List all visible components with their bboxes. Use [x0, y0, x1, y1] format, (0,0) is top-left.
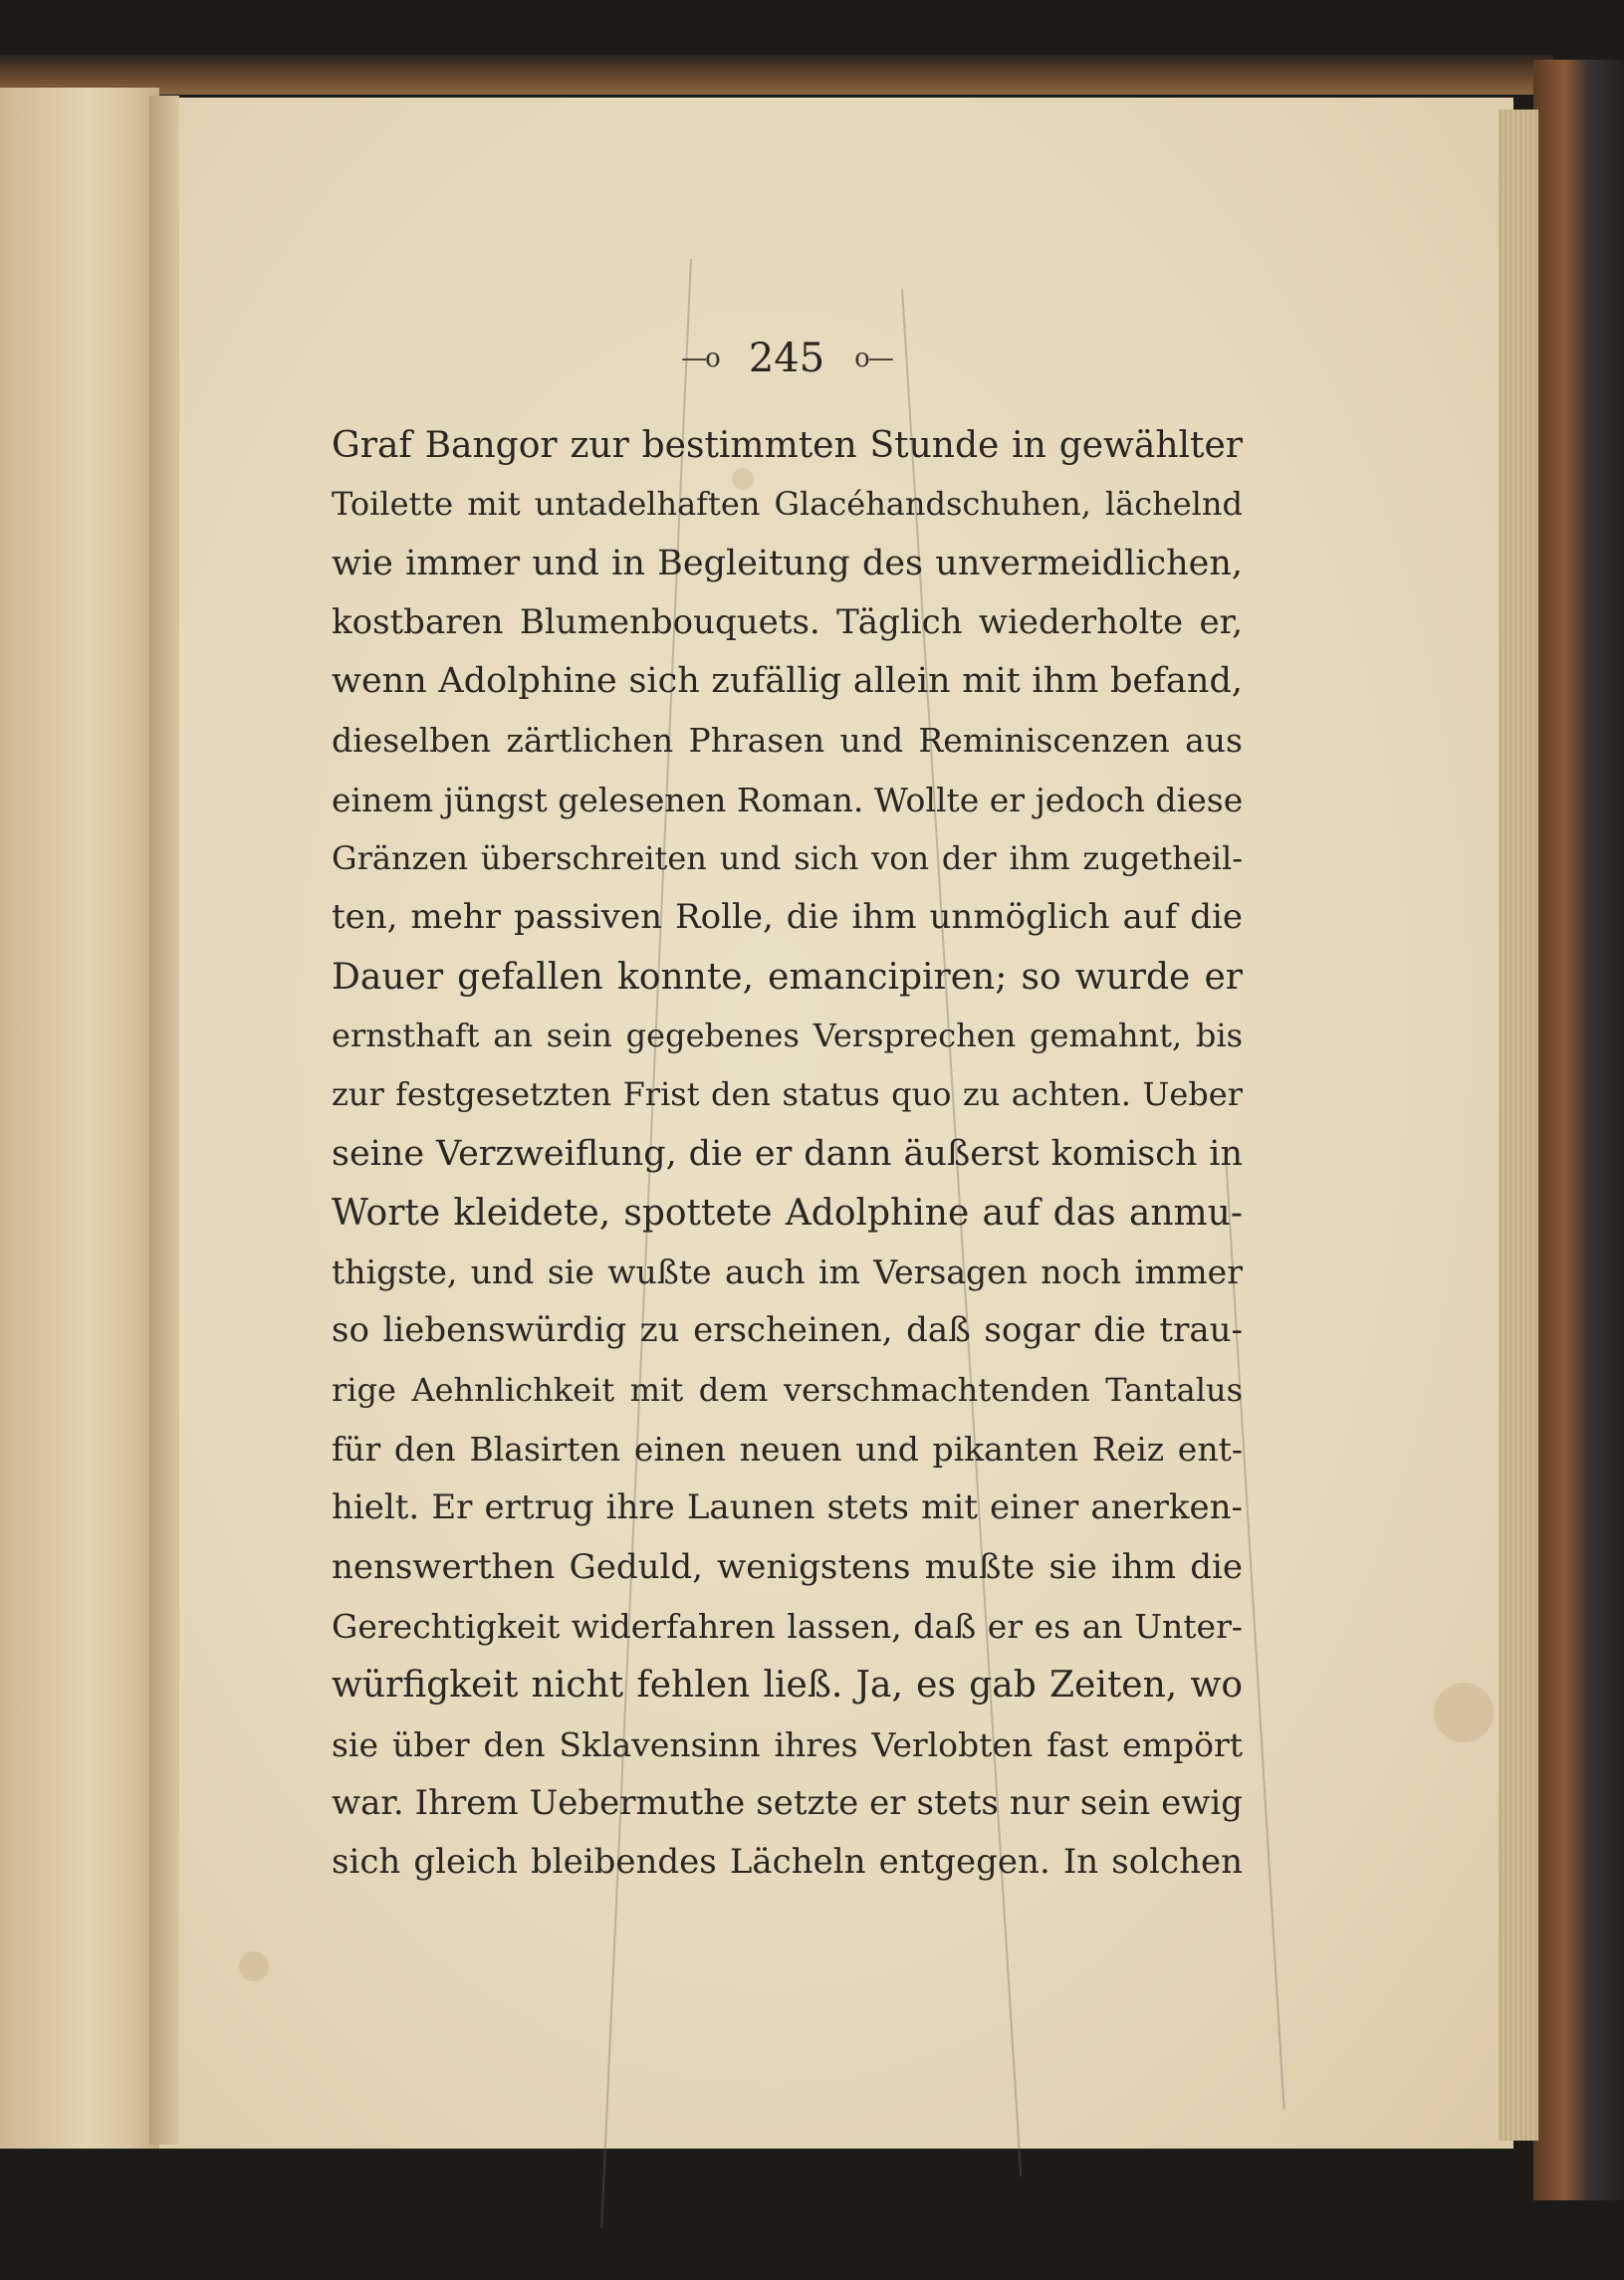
text-line: Gränzen überschreiten und sich von der ihm zugetheil-: [332, 839, 1243, 878]
left-page: [0, 88, 159, 2149]
book-cover-right: [1533, 60, 1624, 2200]
text-line: war. Ihrem Uebermuthe setzte er stets nur sein ewig: [332, 1782, 1243, 1823]
text-line: hielt. Er ertrug ihre Launen stets mit einer anerken-: [332, 1487, 1243, 1528]
text-line: würfigkeit nicht fehlen ließ. Ja, es gab Zeiten, wo: [332, 1665, 1243, 1707]
ornament-right-icon: o—: [854, 343, 892, 373]
text-line: so liebenswürdig zu erscheinen, daß sogar die trau-: [332, 1310, 1243, 1351]
foxing-stain: [239, 1951, 269, 1981]
text-line: für den Blasirten einen neuen und pikanten Reiz ent-: [332, 1430, 1243, 1470]
text-line: ernsthaft an sein gegebenes Versprechen gemahnt, bis: [332, 1016, 1243, 1054]
text-line: dieselben zärtlichen Phrasen und Reminiscenzen aus: [332, 721, 1243, 761]
text-line: ten, mehr passiven Rolle, die ihm unmöglich auf die: [332, 897, 1243, 938]
text-line: wie immer und in Begleitung des unvermeidlichen,: [332, 543, 1243, 583]
page-header: [637, 329, 936, 388]
text-line: Worte kleidete, spottete Adolphine auf das anmu-: [332, 1192, 1243, 1234]
text-line: kostbaren Blumenbouquets. Täglich wiederholte er,: [332, 601, 1243, 642]
book-gutter: [149, 96, 179, 2145]
text-line: rige Aehnlichkeit mit dem verschmachtenden Tantalus: [332, 1370, 1243, 1409]
text-line: einem jüngst gelesenen Roman. Wollte er jedoch diese: [332, 780, 1243, 819]
text-line: sich gleich bleibendes Lächeln entgegen. In solchen: [332, 1842, 1243, 1883]
text-line: wenn Adolphine sich zufällig allein mit ihm befand,: [332, 661, 1243, 702]
text-line: zur festgesetzten Frist den status quo zu achten. Ueber: [332, 1075, 1243, 1114]
foxing-stain: [1434, 1683, 1494, 1742]
text-line: sie über den Sklavensinn ihres Verlobten fast empört: [332, 1724, 1243, 1764]
text-line: thigste, und sie wußte auch im Versagen noch immer: [332, 1253, 1243, 1292]
text-line: Dauer gefallen konnte, emancipiren; so wurde er: [332, 956, 1243, 998]
body-text: [332, 416, 1243, 1892]
page-edges: [1499, 110, 1538, 2141]
book-cover-top: [0, 55, 1553, 95]
ornament-left-icon: —o: [681, 343, 719, 373]
text-line: seine Verzweiflung, die er dann äußerst komisch in: [332, 1133, 1243, 1174]
text-line: Gerechtigkeit widerfahren lassen, daß er es an Unter-: [332, 1606, 1243, 1646]
text-line: Graf Bangor zur bestimmten Stunde in gewählter: [332, 425, 1243, 466]
page-number: 245: [748, 336, 825, 381]
text-line: nenswerthen Geduld, wenigstens mußte sie ihm die: [332, 1546, 1243, 1587]
text-line: Toilette mit untadelhaften Glacéhandschuhen, lächelnd: [332, 485, 1243, 524]
